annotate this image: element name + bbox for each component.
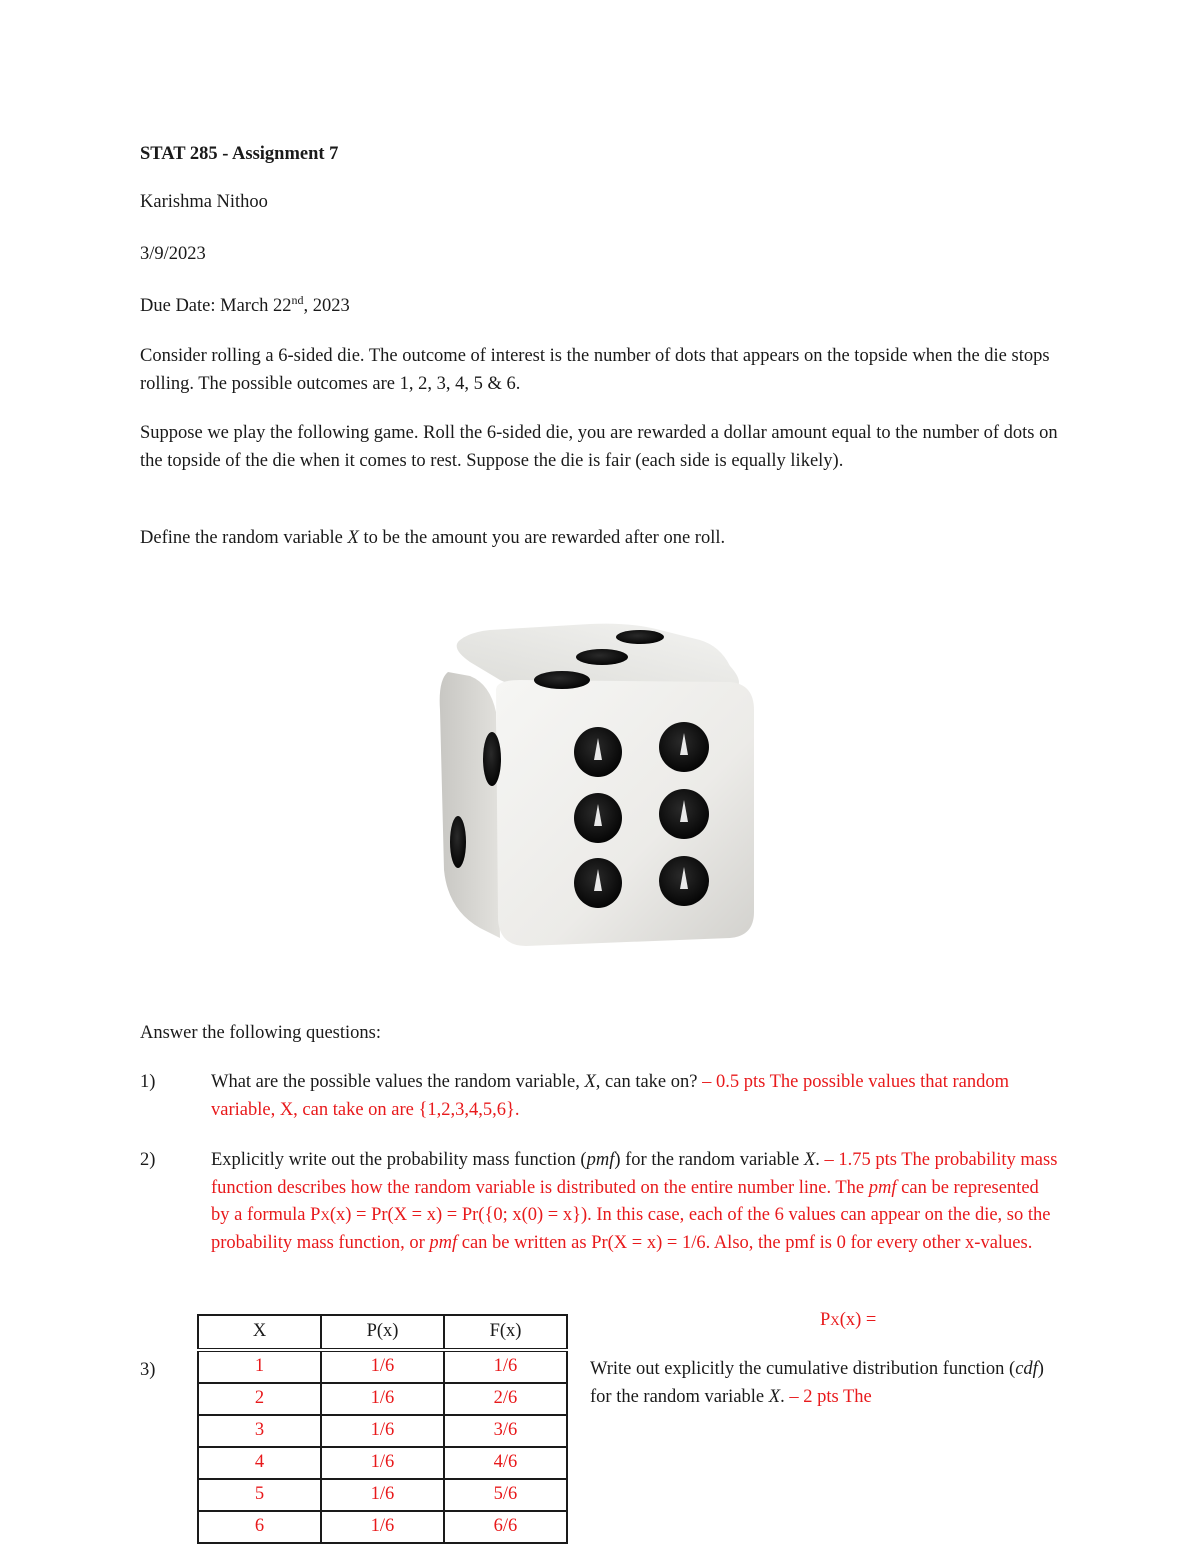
intro-p3-text-end: to be the amount you are rewarded after one roll.	[358, 528, 726, 548]
pmf-label-subscript: X	[830, 1313, 840, 1328]
question-1-answer: – 0.5 pts The possible values that random variable, X, can take on are {1,2,3,4,5,6}.	[211, 1072, 1010, 1120]
table-cell: 5	[198, 1479, 321, 1511]
due-date-suffix: , 2023	[303, 296, 350, 316]
table-cell: 1	[198, 1350, 321, 1383]
table-cell: 1/6	[321, 1383, 444, 1415]
table-cell: 1/6	[444, 1350, 567, 1383]
author-name: Karishma Nithoo	[140, 192, 268, 212]
question-3-prompt-mid: ) for the random variable	[590, 1359, 1044, 1407]
table-cell: 2/6	[444, 1383, 567, 1415]
table-cell: 6	[198, 1511, 321, 1543]
table-row	[198, 1447, 567, 1479]
table-cell: 4	[198, 1447, 321, 1479]
distribution-table	[197, 1314, 568, 1544]
question-2-answer-pmf: pmf	[868, 1177, 897, 1198]
table-row	[198, 1415, 567, 1447]
table-cell: 1/6	[321, 1415, 444, 1447]
question-2	[211, 1147, 1061, 1257]
question-1-variable: X	[584, 1072, 596, 1092]
question-1	[211, 1069, 1061, 1124]
question-3-variable: X	[768, 1386, 781, 1407]
table-row	[198, 1350, 567, 1383]
question-3-number: 3)	[140, 1360, 156, 1380]
question-2-variable: X	[803, 1150, 816, 1170]
table-cell: 5/6	[444, 1479, 567, 1511]
intro-paragraph-2: Suppose we play the following game. Roll the 6-sided die, you are rewarded a dollar amount equal to the number of dots on the topside of the die when it comes to rest. Suppose the die is fair (each side is equally likely).	[140, 423, 1058, 471]
table-cell: 1/6	[321, 1447, 444, 1479]
table-header-px: P(x)	[321, 1315, 444, 1350]
question-2-answer-end: can be written as Pr(X = x) = 1/6. Also, the pmf is 0 for every other x-values.	[457, 1232, 1033, 1253]
table-header-row	[198, 1315, 567, 1350]
assignment-date: 3/9/2023	[140, 244, 206, 264]
due-date-ordinal: nd	[291, 293, 304, 307]
intro-p3-variable: X	[347, 528, 359, 548]
table-header-x: X	[198, 1315, 321, 1350]
due-date	[140, 293, 350, 321]
intro-p3-text: Define the random variable	[140, 528, 348, 548]
table-row	[198, 1383, 567, 1415]
question-2-answer-cont: (x) = Pr(X = x) = Pr({0; x(0) = x}). In this case, each of the 6 values can appear on the die, so the probability mass function, or	[211, 1205, 1051, 1253]
question-2-answer-pmf-2: pmf	[429, 1232, 458, 1253]
intro-paragraph-3	[140, 525, 1060, 553]
table-cell: 1/6	[321, 1511, 444, 1543]
question-2-answer-text: – 1.75 pts The probability mass function describes how the random variable is distributed on the entire number line. The	[211, 1150, 1058, 1198]
table-cell: 1/6	[321, 1479, 444, 1511]
question-1-prompt-end: , can take on?	[595, 1072, 703, 1092]
table-row	[198, 1511, 567, 1543]
question-2-prompt-end: .	[815, 1150, 825, 1170]
question-3-cdf-term: cdf	[1015, 1359, 1038, 1379]
pmf-label	[820, 1307, 876, 1335]
question-1-prompt: What are the possible values the random variable,	[211, 1072, 585, 1092]
table-cell: 3/6	[444, 1415, 567, 1447]
question-3-prompt: Write out explicitly the cumulative distribution function (	[590, 1359, 1016, 1379]
pmf-label-p: P	[820, 1310, 831, 1330]
pmf-label-end: (x) =	[839, 1310, 877, 1330]
table-cell: 2	[198, 1383, 321, 1415]
intro-paragraph-1: Consider rolling a 6-sided die. The outcome of interest is the number of dots that appears on the topside when the die stops rolling. The possible outcomes are 1, 2, 3, 4, 5 & 6.	[140, 346, 1050, 394]
due-date-prefix: Due Date: March 22	[140, 296, 292, 316]
table-cell: 3	[198, 1415, 321, 1447]
table-cell: 4/6	[444, 1447, 567, 1479]
question-1-number: 1)	[140, 1072, 156, 1092]
question-2-prompt: Explicitly write out the probability mass function (	[211, 1150, 587, 1170]
table-cell: 1/6	[321, 1350, 444, 1383]
question-2-number: 2)	[140, 1150, 156, 1170]
page-title: STAT 285 - Assignment 7	[140, 144, 339, 164]
question-2-answer-formula: can be represented by a formula P	[211, 1177, 1039, 1225]
question-2-pmf-term: pmf	[586, 1150, 615, 1170]
table-row	[198, 1479, 567, 1511]
question-3-answer: – 2 pts The	[789, 1386, 872, 1407]
table-cell: 6/6	[444, 1511, 567, 1543]
question-2-answer-subscript: X	[320, 1208, 330, 1223]
question-3-prompt-end: .	[780, 1386, 790, 1407]
table-header-fx: F(x)	[444, 1315, 567, 1350]
die-photo	[430, 620, 770, 960]
question-3	[590, 1356, 1060, 1411]
questions-intro: Answer the following questions:	[140, 1023, 381, 1043]
question-2-prompt-mid: ) for the random variable	[614, 1150, 804, 1170]
